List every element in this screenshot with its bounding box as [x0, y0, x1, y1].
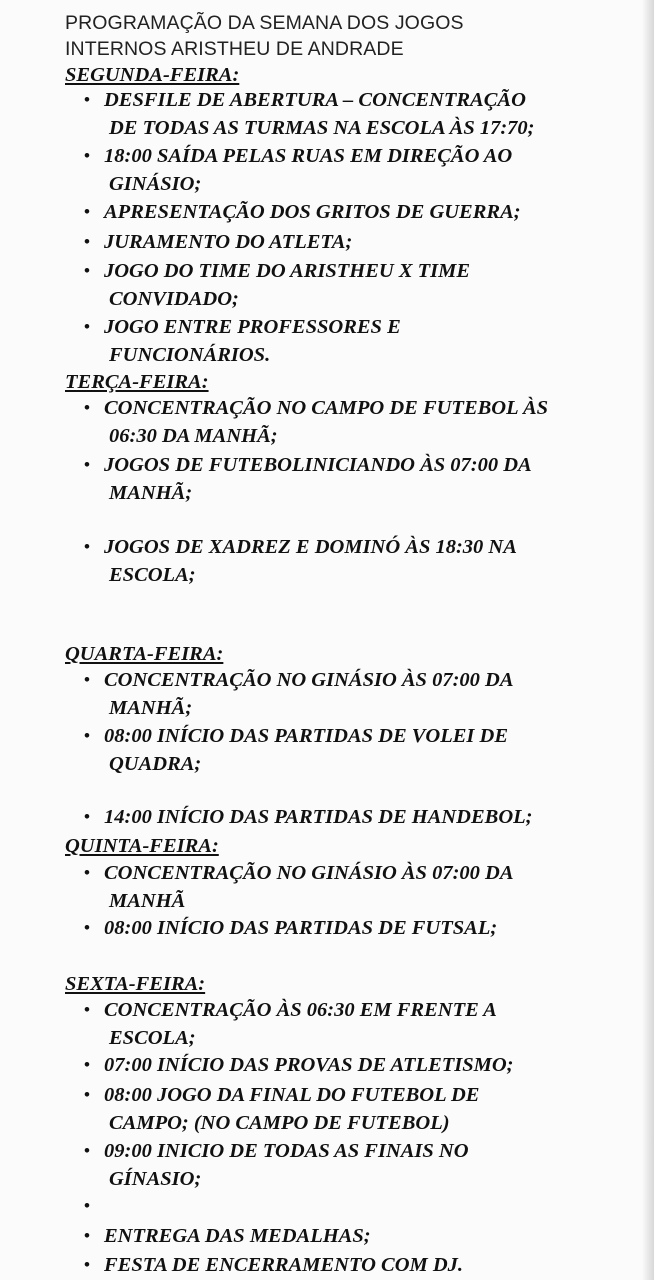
list-item	[84, 313, 624, 369]
item-line: CAMPO; (NO CAMPO DE FUTEBOL)	[109, 1112, 450, 1134]
item-line: 06:30 DA MANHÃ;	[109, 425, 278, 447]
bullet: •	[84, 726, 90, 745]
item-line: 08:00 INÍCIO DAS PARTIDAS DE FUTSAL;	[104, 917, 498, 939]
bullet: •	[84, 1196, 90, 1215]
item-line: 18:00 SAÍDA PELAS RUAS EM DIREÇÃO AO	[104, 145, 513, 167]
item-line: APRESENTAÇÃO DOS GRITOS DE GUERRA;	[104, 201, 521, 223]
list-item	[84, 1251, 624, 1279]
document-title	[65, 10, 625, 62]
item-line: ESCOLA;	[109, 564, 196, 586]
bullet: •	[84, 261, 90, 280]
list-item	[84, 533, 624, 589]
list-item	[84, 859, 624, 915]
list-item	[84, 86, 624, 142]
list-item	[84, 1051, 624, 1079]
item-line: MANHÃ;	[109, 697, 193, 719]
list-item	[84, 1137, 624, 1193]
list-item	[84, 142, 624, 198]
bullet: •	[84, 455, 90, 474]
bullet: •	[84, 1255, 90, 1274]
item-line: ENTREGA DAS MEDALHAS;	[104, 1225, 371, 1247]
bullet: •	[84, 863, 90, 882]
title-line-1: PROGRAMAÇÃO DA SEMANA DOS JOGOS	[65, 12, 464, 34]
list-item	[84, 996, 624, 1052]
list-item	[84, 1222, 624, 1250]
list-item	[84, 394, 624, 450]
item-line: GÍNASIO;	[109, 1168, 202, 1190]
bullet: •	[84, 1141, 90, 1160]
bullet: •	[84, 1085, 90, 1104]
item-line: CONCENTRAÇÃO ÀS 06:30 EM FRENTE A	[104, 999, 497, 1021]
item-line: JOGOS DE XADREZ E DOMINÓ ÀS 18:30 NA	[104, 536, 517, 558]
item-line: JOGO ENTRE PROFESSORES E	[104, 316, 401, 338]
item-line: MANHÃ	[109, 890, 186, 912]
item-line: QUADRA;	[109, 753, 202, 775]
item-line: CONCENTRAÇÃO NO CAMPO DE FUTEBOL ÀS	[104, 397, 549, 419]
bullet: •	[84, 807, 90, 826]
bullet: •	[84, 232, 90, 251]
item-line: JOGO DO TIME DO ARISTHEU X TIME	[104, 260, 471, 282]
item-line: GINÁSIO;	[109, 173, 202, 195]
item-line: 08:00 INÍCIO DAS PARTIDAS DE VOLEI DE	[104, 725, 509, 747]
list-item	[84, 198, 624, 226]
list-item	[84, 451, 624, 507]
page-edge-shadow	[642, 0, 654, 1280]
item-line: ESCOLA;	[109, 1027, 196, 1049]
item-line: DE TODAS AS TURMAS NA ESCOLA ÀS 17:70;	[109, 117, 535, 139]
bullet: •	[84, 1000, 90, 1019]
item-line: 14:00 INÍCIO DAS PARTIDAS DE HANDEBOL;	[104, 806, 533, 828]
item-line: CONVIDADO;	[109, 288, 239, 310]
list-item	[84, 666, 624, 722]
list-item	[84, 228, 624, 256]
item-line: JOGOS DE FUTEBOLINICIANDO ÀS 07:00 DA	[104, 454, 532, 476]
item-line: DESFILE DE ABERTURA – CONCENTRAÇÃO	[104, 89, 526, 111]
bullet: •	[84, 202, 90, 221]
list-item	[84, 1081, 624, 1137]
list-item	[84, 722, 624, 778]
item-line: MANHÃ;	[109, 482, 193, 504]
bullet: •	[84, 146, 90, 165]
day-heading-segunda: SEGUNDA-FEIRA:	[65, 64, 240, 86]
list-item	[84, 257, 624, 313]
day-heading-sexta: SEXTA-FEIRA:	[65, 973, 206, 995]
bullet: •	[84, 1055, 90, 1074]
item-line: FESTA DE ENCERRAMENTO COM DJ.	[104, 1254, 464, 1276]
bullet: •	[84, 670, 90, 689]
day-heading-quarta: QUARTA-FEIRA:	[65, 643, 224, 665]
day-heading-quinta: QUINTA-FEIRA:	[65, 835, 219, 857]
item-line: 07:00 INÍCIO DAS PROVAS DE ATLETISMO;	[104, 1054, 514, 1076]
item-line: 08:00 JOGO DA FINAL DO FUTEBOL DE	[104, 1084, 480, 1106]
bullet: •	[84, 90, 90, 109]
list-item	[84, 803, 624, 831]
day-heading-terca: TERÇA-FEIRA:	[65, 371, 209, 393]
bullet: •	[84, 1226, 90, 1245]
bullet: •	[84, 398, 90, 417]
list-item	[84, 914, 624, 942]
item-line: CONCENTRAÇÃO NO GINÁSIO ÀS 07:00 DA	[104, 862, 514, 884]
item-line: FUNCIONÁRIOS.	[109, 344, 271, 366]
item-line: 09:00 INICIO DE TODAS AS FINAIS NO	[104, 1140, 469, 1162]
item-line: CONCENTRAÇÃO NO GINÁSIO ÀS 07:00 DA	[104, 669, 514, 691]
bullet: •	[84, 317, 90, 336]
item-line: JURAMENTO DO ATLETA;	[104, 231, 353, 253]
title-line-2: INTERNOS ARISTHEU DE ANDRADE	[65, 38, 404, 60]
bullet: •	[84, 537, 90, 556]
bullet: •	[84, 918, 90, 937]
